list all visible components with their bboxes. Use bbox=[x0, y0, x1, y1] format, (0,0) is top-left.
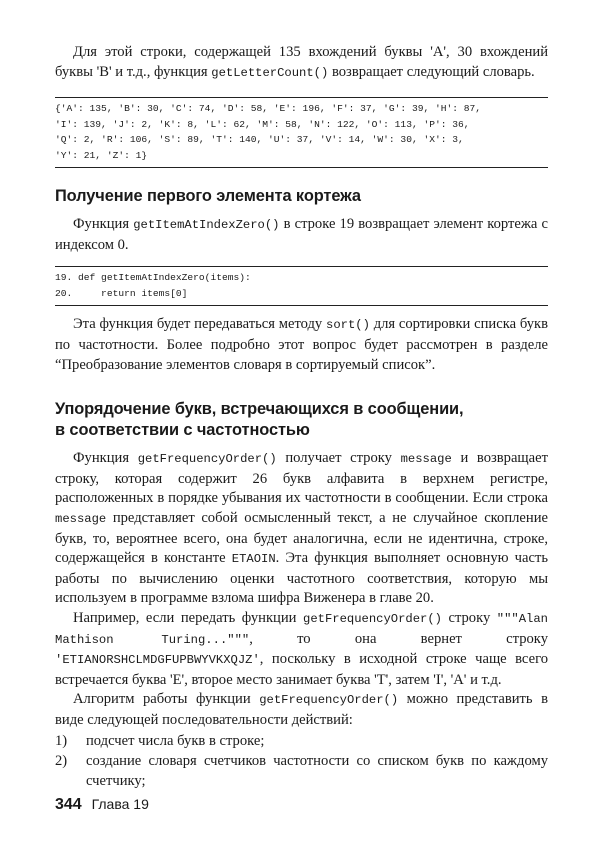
inline-code: getItemAtIndexZero() bbox=[133, 218, 280, 233]
chapter-label: Глава 19 bbox=[91, 796, 149, 812]
text: Например, если передать функции bbox=[73, 609, 303, 626]
text: , поскольку в исходной строке чаще всего встречается буква 'E', второе место занимает буква 'T', затем 'I', 'A' и т.д. bbox=[55, 651, 548, 688]
code-block-dictionary bbox=[55, 97, 548, 168]
inline-code: getLetterCount() bbox=[211, 65, 329, 80]
section-heading-frequency-line1: Упорядочение букв, встречающихся в сообщении, bbox=[55, 400, 464, 419]
paragraph-sort bbox=[55, 315, 548, 375]
section-heading-tuple: Получение первого элемента кортежа bbox=[55, 187, 361, 206]
paragraph-get-item bbox=[55, 215, 548, 255]
text: , то она вернет строку bbox=[249, 630, 548, 647]
paragraph-example bbox=[55, 609, 548, 690]
text: для сортировки списка букв по частотности. Более подробно этот вопрос будет рассмотрен в разделе “Преобразование элементов словаря в сортируемый список”. bbox=[55, 316, 548, 373]
inline-code: message bbox=[400, 452, 452, 467]
inline-code: getFrequencyOrder() bbox=[137, 452, 277, 467]
page-number: 344 bbox=[55, 796, 82, 813]
text: в строке 19 возвращает элемент кортежа с индексом 0. bbox=[55, 216, 548, 253]
text: и возвращает строку, которая содержит 26 букв алфавита в верхнем регистре, расположенных в порядке убывания их частотности в сообщении. Если строка bbox=[55, 450, 549, 507]
text: Функция bbox=[73, 450, 138, 467]
text: можно представить в виде следующей последовательности действий: bbox=[55, 691, 548, 728]
text: получает строку bbox=[276, 450, 401, 467]
inline-code: sort() bbox=[326, 318, 370, 333]
text: Алгоритм работы функции bbox=[73, 691, 260, 708]
inline-code: getFrequencyOrder() bbox=[259, 693, 399, 708]
inline-code: message bbox=[55, 511, 107, 526]
code-function: 19. def getItemAtIndexZero(items): 20. return items[0] bbox=[55, 272, 251, 299]
section-heading-frequency-line2: в соответствии с частотностью bbox=[55, 421, 310, 440]
list-item bbox=[55, 752, 548, 791]
code-dictionary: {'A': 135, 'B': 30, 'C': 74, 'D': 58, 'E': 196, 'F': 37, 'G': 39, 'H': 87, 'I': 139, 'J': 2, 'K': 8, 'L': 62, 'M': 58, 'N': 122, 'O': 113, 'P': 36, 'Q': 2, 'R': 106, 'S': 89, 'T': 140, 'U': 37, 'V': 14, 'W': 30, 'X': 3, 'Y': 21, 'Z': 1} bbox=[55, 103, 482, 161]
text: Функция bbox=[73, 216, 134, 233]
text: строку bbox=[441, 609, 497, 626]
code-block-function bbox=[55, 266, 548, 306]
page-content bbox=[55, 43, 548, 791]
inline-code: """Alan Mathison Turing...""" bbox=[55, 611, 548, 647]
list-item-text: подсчет числа букв в строке; bbox=[86, 733, 265, 750]
paragraph-algorithm bbox=[55, 690, 548, 730]
list-item-text: создание словаря счетчиков частотности со списком букв по каждому счетчику; bbox=[86, 753, 548, 789]
text: Для этой строки, содержащей 135 вхождений буквы 'A', 30 вхождений буквы 'B' и т.д., функция bbox=[55, 44, 548, 80]
list-item-number: 1) bbox=[55, 733, 68, 750]
paragraph-frequency-order bbox=[55, 449, 548, 609]
list-item bbox=[55, 732, 548, 752]
text: . Эта функция выполняет основную часть работы по вычислению оценки частотного соответствия, которую мы используем в программе взлома шифра Виженера в главе 20. bbox=[55, 550, 548, 607]
inline-code: getFrequencyOrder() bbox=[303, 611, 442, 626]
steps-list bbox=[55, 732, 548, 791]
list-item-number: 2) bbox=[55, 753, 68, 770]
text: возвращает следующий словарь. bbox=[328, 63, 535, 80]
paragraph-intro bbox=[55, 43, 548, 83]
inline-code: ETAOIN bbox=[231, 552, 276, 567]
page-footer bbox=[55, 796, 149, 814]
inline-code: 'ETIANORSHCLMDGFUPBWYVKXQJZ' bbox=[55, 653, 260, 668]
text: представляет собой осмысленный текст, а не случайное скопление букв, то, вероятнее всего, она будет аналогична, если не идентична, строке, содержащейся в константе bbox=[55, 509, 548, 567]
text: Эта функция будет передаваться методу bbox=[73, 316, 327, 333]
